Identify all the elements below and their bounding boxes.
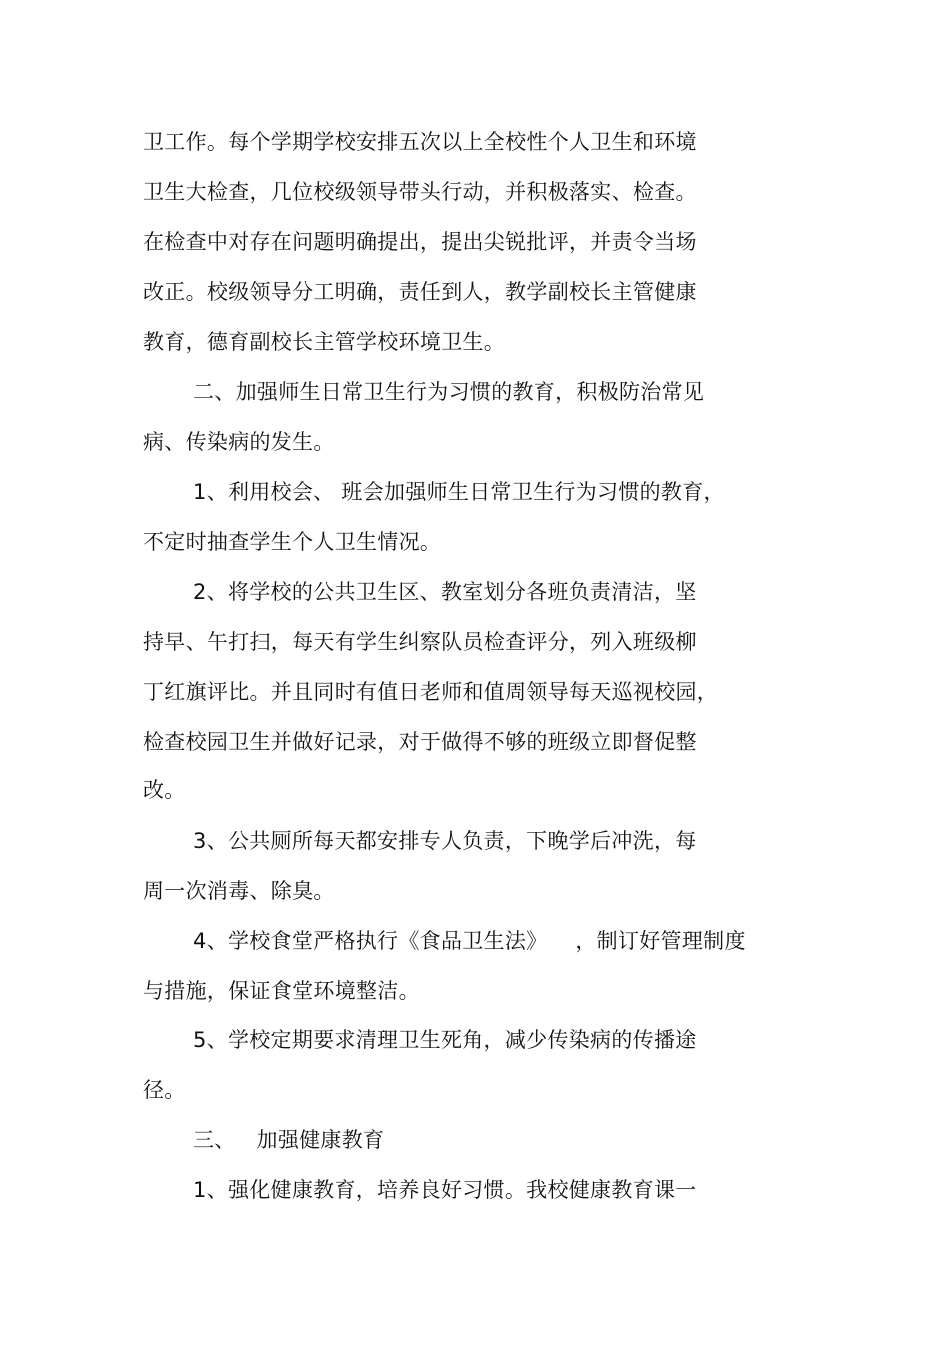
- item-4: 4、学校食堂严格执行《食品卫生法》 ，制订好管理制度: [193, 929, 746, 953]
- text-line: 持早、午打扫，每天有学生纠察队员检查评分，列入班级柳: [143, 630, 697, 654]
- text-line: 卫生大检查，几位校级领导带头行动，并积极落实、检查。: [143, 180, 697, 204]
- section-heading-2: 二、加强师生日常卫生行为习惯的教育，积极防治常见: [193, 380, 705, 404]
- item-5: 5、学校定期要求清理卫生死角，减少传染病的传播途: [193, 1028, 697, 1052]
- text-line: 径。: [143, 1078, 186, 1102]
- item-1: 1、利用校会、 班会加强师生日常卫生行为习惯的教育，: [193, 480, 725, 504]
- text-line: 与措施，保证食堂环境整洁。: [143, 979, 420, 1003]
- text-line: 周一次消毒、除臭。: [143, 879, 335, 903]
- text-line: 不定时抽查学生个人卫生情况。: [143, 530, 442, 554]
- text-line: 改。: [143, 778, 186, 802]
- section-heading-3: 三、 加强健康教育: [193, 1128, 385, 1152]
- item-2: 2、将学校的公共卫生区、教室划分各班负责清洁，坚: [193, 580, 697, 604]
- item-3: 3、公共厕所每天都安排专人负责，下晚学后冲洗，每: [193, 829, 697, 853]
- text-line: 丁红旗评比。并且同时有值日老师和值周领导每天巡视校园，: [143, 680, 719, 704]
- text-line: 卫工作。每个学期学校安排五次以上全校性个人卫生和环境: [143, 130, 697, 154]
- text-line: 在检查中对存在问题明确提出，提出尖锐批评，并责令当场: [143, 230, 697, 254]
- text-line: 改正。校级领导分工明确，责任到人，教学副校长主管健康: [143, 280, 697, 304]
- text-line: 检查校园卫生并做好记录，对于做得不够的班级立即督促整: [143, 730, 697, 754]
- text-line: 教育，德育副校长主管学校环境卫生。: [143, 330, 506, 354]
- item-1: 1、强化健康教育，培养良好习惯。我校健康教育课一: [193, 1178, 697, 1202]
- text-line: 病、传染病的发生。: [143, 430, 335, 454]
